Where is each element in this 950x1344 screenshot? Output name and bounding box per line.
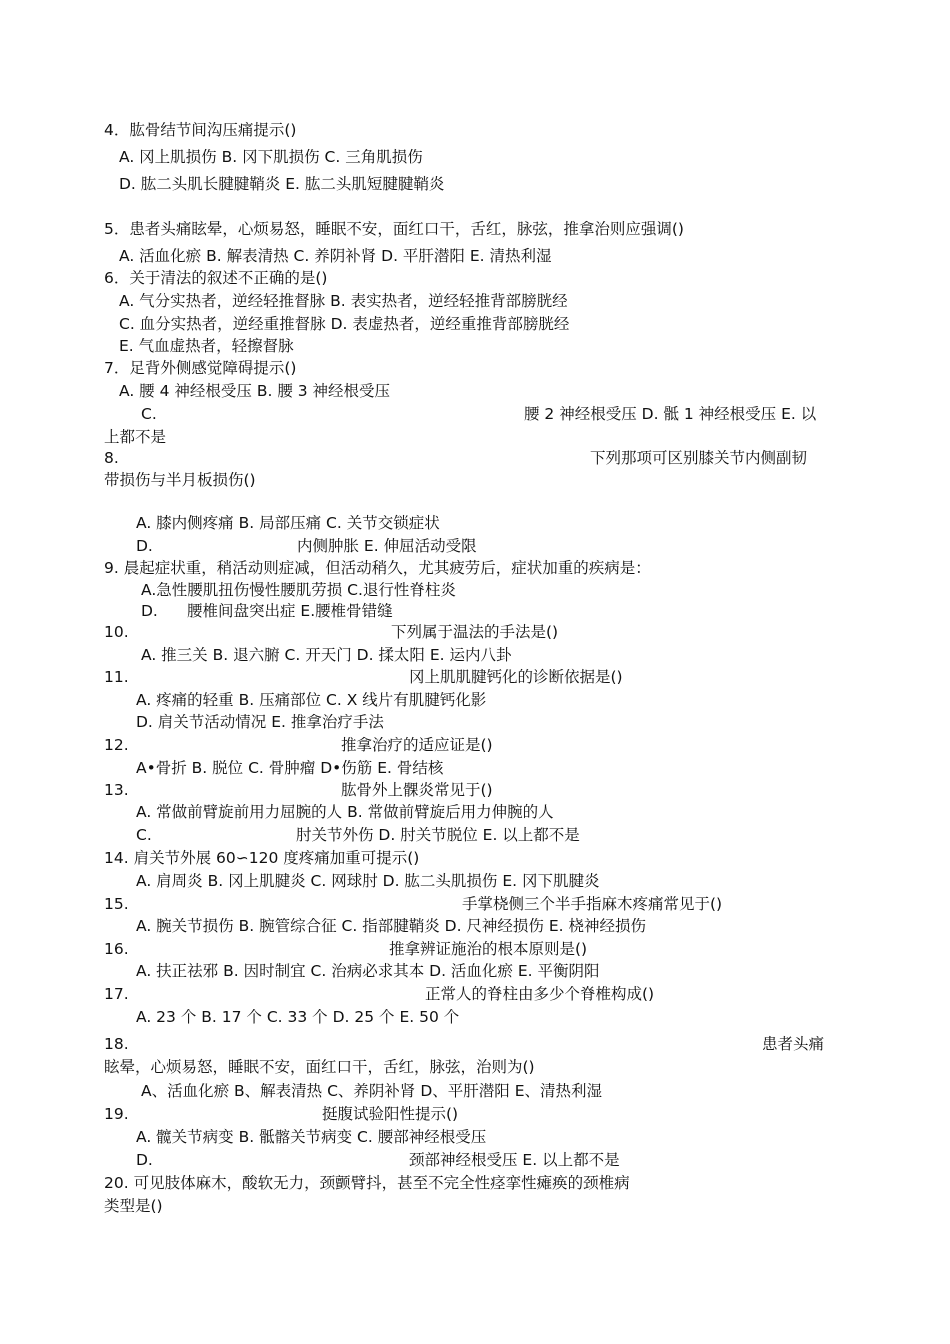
question-18-options: A、活血化瘀 B、解表清热 C、养阴补肾 D、平肝潜阳 E、清热利湿 (141, 1082, 602, 1100)
question-19-options-line-2: 颈部神经根受压 E. 以上都不是 (409, 1151, 620, 1169)
question-5-options: A. 活血化瘀 B. 解表清热 C. 养阴补肾 D. 平肝潜阳 E. 清热利湿 (119, 247, 552, 265)
question-13-option-c-letter: C. (136, 826, 152, 844)
question-13-options-line-2: 肘关节外伤 D. 肘关节脱位 E. 以上都不是 (296, 826, 580, 844)
question-8-options-line-1: A. 膝内侧疼痛 B. 局部压痛 C. 关节交锁症状 (136, 514, 440, 532)
question-7-option-c-letter: C. (141, 405, 157, 423)
question-11-stem: 冈上肌肌腱钙化的诊断依据是() (409, 668, 623, 686)
question-16-number: 16. (104, 940, 129, 958)
question-12-stem: 推拿治疗的适应证是() (341, 736, 493, 754)
question-16-stem: 推拿辨证施治的根本原则是() (389, 940, 588, 958)
question-8-stem-part-2: 带损伤与半月板损伤() (104, 471, 256, 489)
question-6-options-line-3: E. 气血虚热者，轻擦督脉 (119, 337, 294, 355)
question-19-option-d-letter: D. (136, 1151, 153, 1169)
question-19-options-line-1: A. 髋关节病变 B. 骶髂关节病变 C. 腰部神经根受压 (136, 1128, 487, 1146)
question-8-option-d-letter: D. (136, 537, 153, 555)
question-18-number: 18. (104, 1035, 129, 1053)
question-19-number: 19. (104, 1105, 129, 1123)
question-7-options-line-2: 腰 2 神经根受压 D. 骶 1 神经根受压 E. 以 (524, 405, 817, 423)
question-7-options-line-3: 上都不是 (104, 428, 167, 446)
question-11-number: 11. (104, 668, 129, 686)
question-10-number: 10. (104, 623, 129, 641)
question-6-options-line-2: C. 血分实热者，逆经重推督脉 D. 表虚热者，逆经重推背部膀胱经 (119, 315, 570, 333)
question-14-options: A. 肩周炎 B. 冈上肌腱炎 C. 网球肘 D. 肱二头肌损伤 E. 冈下肌腱炎 (136, 872, 600, 890)
question-15-stem: 手掌桡侧三个半手指麻木疼痛常见于() (462, 895, 723, 913)
question-8-options-line-2: 内侧肿胀 E. 伸屈活动受限 (297, 537, 477, 555)
question-9-option-d-letter: D. (141, 602, 158, 620)
question-6-stem: 6．关于清法的叙述不正确的是() (104, 269, 328, 287)
question-18-stem-part-1: 患者头痛 (762, 1035, 825, 1053)
question-15-options: A. 腕关节损伤 B. 腕管综合征 C. 指部腱鞘炎 D. 尺神经损伤 E. 桡神经损伤 (136, 917, 646, 935)
question-4-options-line-1: A. 冈上肌损伤 B. 冈下肌损伤 C. 三角肌损伤 (119, 148, 423, 166)
question-14-stem: 14. 肩关节外展 60∽120 度疼痛加重可提示() (104, 849, 420, 867)
question-16-options: A. 扶正祛邪 B. 因时制宜 C. 治病必求其本 D. 活血化瘀 E. 平衡阴阳 (136, 962, 600, 980)
question-17-options: A. 23 个 B. 17 个 C. 33 个 D. 25 个 E. 50 个 (136, 1008, 460, 1026)
question-9-options-line-2: 腰椎间盘突出症 E.腰椎骨错缝 (187, 602, 393, 620)
question-7-options-line-1: A. 腰 4 神经根受压 B. 腰 3 神经根受压 (119, 382, 391, 400)
question-8-number: 8. (104, 449, 119, 467)
question-19-stem: 挺腹试验阳性提示() (322, 1105, 459, 1123)
question-5-stem: 5．患者头痛眩晕，心烦易怒，睡眠不安，面红口干，舌红，脉弦，推拿治则应强调() (104, 220, 684, 238)
question-13-options-line-1: A. 常做前臂旋前用力屈腕的人 B. 常做前臂旋后用力伸腕的人 (136, 803, 554, 821)
question-18-stem-part-2: 眩晕，心烦易怒，睡眠不安，面红口干，舌红，脉弦，治则为() (104, 1058, 535, 1076)
question-20-stem-part-2: 类型是() (104, 1197, 163, 1215)
question-7-stem: 7．足背外侧感觉障碍提示() (104, 359, 297, 377)
question-12-options: A•骨折 B. 脱位 C. 骨肿瘤 D•伤筋 E. 骨结核 (136, 759, 444, 777)
question-13-stem: 肱骨外上髁炎常见于() (341, 781, 493, 799)
question-17-number: 17. (104, 985, 129, 1003)
question-12-number: 12. (104, 736, 129, 754)
question-9-stem: 9. 晨起症状重，稍活动则症减，但活动稍久，尤其疲劳后，症状加重的疾病是： (104, 559, 651, 577)
question-6-options-line-1: A. 气分实热者，逆经轻推督脉 B. 表实热者，逆经轻推背部膀胱经 (119, 292, 568, 310)
question-15-number: 15. (104, 895, 129, 913)
question-4-options-line-2: D. 肱二头肌长腱腱鞘炎 E. 肱二头肌短腱腱鞘炎 (119, 175, 445, 193)
question-11-options-line-2: D. 肩关节活动情况 E. 推拿治疗手法 (136, 713, 384, 731)
question-4-stem: 4．肱骨结节间沟压痛提示() (104, 121, 297, 139)
question-20-stem-part-1: 20. 可见肢体麻木，酸软无力，颈颤臂抖，甚至不完全性痉挛性瘫痪的颈椎病 (104, 1174, 630, 1192)
question-10-options: A. 推三关 B. 退六腑 C. 开天门 D. 揉太阳 E. 运内八卦 (141, 646, 512, 664)
question-8-stem-part-1: 下列那项可区别膝关节内侧副韧 (590, 449, 808, 467)
question-13-number: 13. (104, 781, 129, 799)
question-9-options-line-1: A.急性腰肌扭伤慢性腰肌劳损 C.退行性脊柱炎 (141, 581, 456, 599)
question-17-stem: 正常人的脊柱由多少个脊椎构成() (425, 985, 655, 1003)
question-10-stem: 下列属于温法的手法是() (391, 623, 559, 641)
question-11-options-line-1: A. 疼痛的轻重 B. 压痛部位 C. X 线片有肌腱钙化影 (136, 691, 487, 709)
